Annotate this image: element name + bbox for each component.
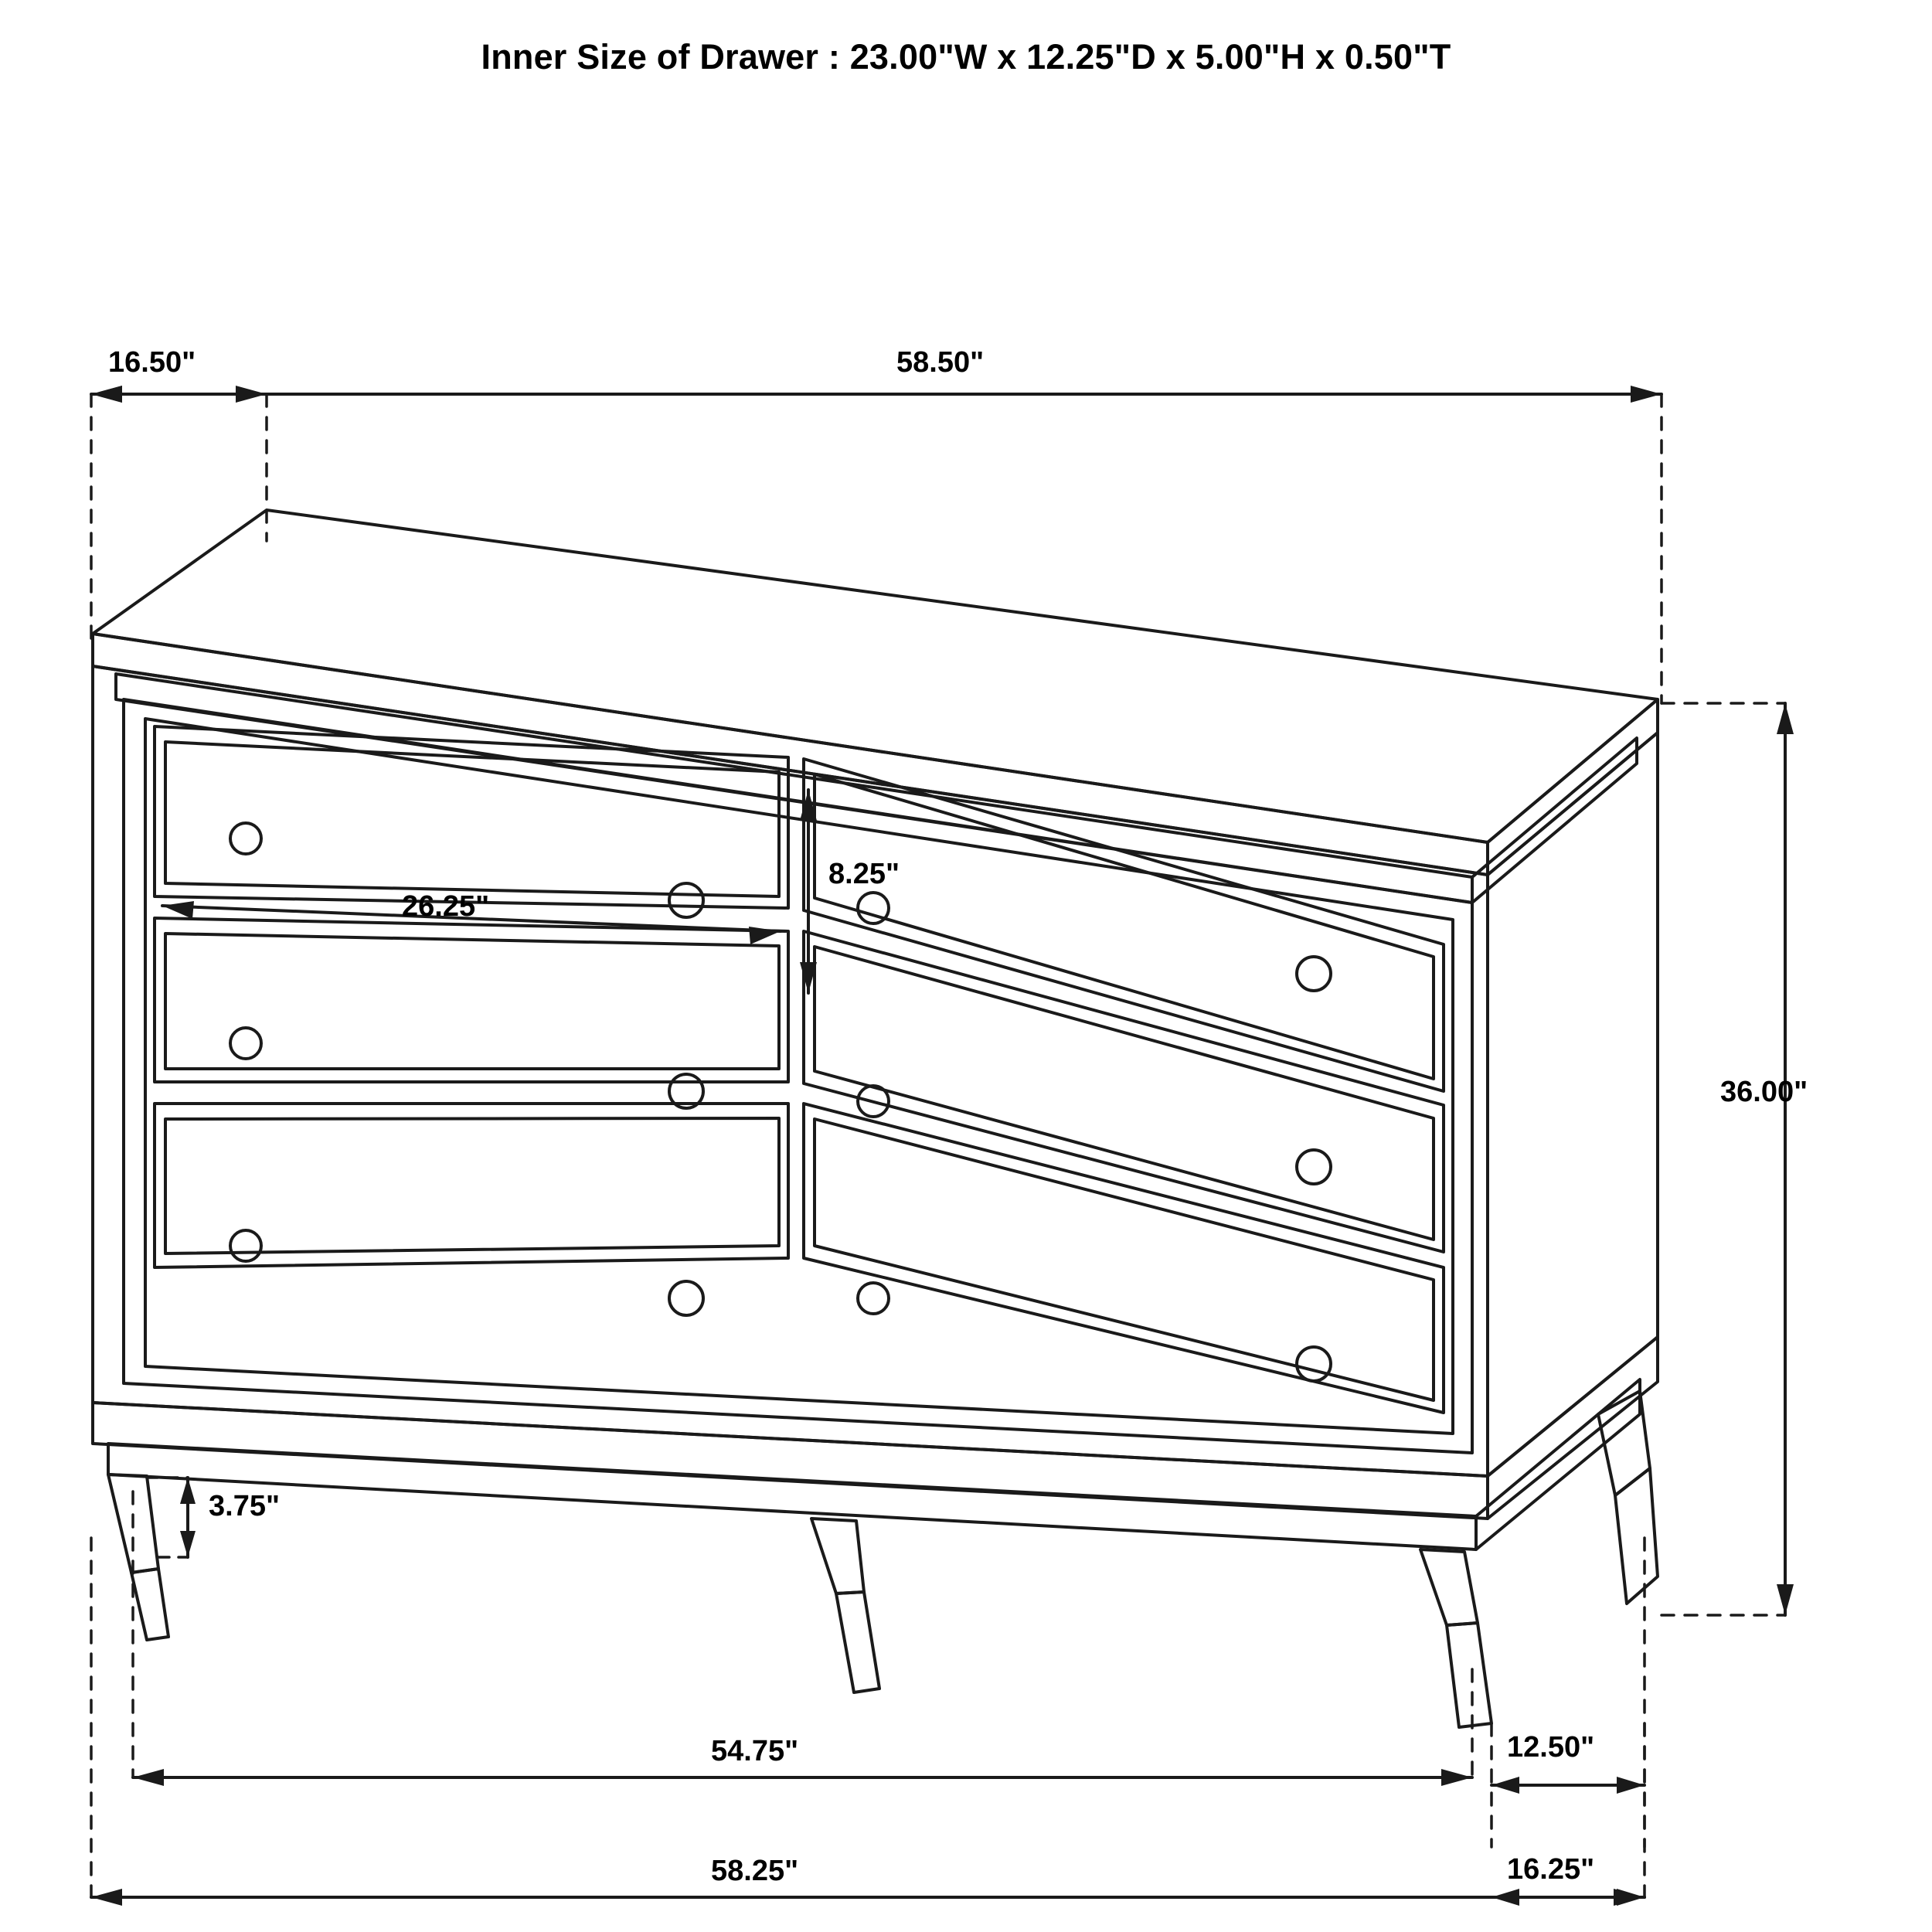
page-title: Inner Size of Drawer : 23.00"W x 12.25"D x 5.00"H x 0.50"T — [481, 37, 1451, 77]
dimension-label-width-top: 58.50" — [896, 346, 985, 379]
dimension-label-leg-height: 3.75" — [209, 1490, 280, 1522]
dimension-label-base-front-width: 54.75" — [711, 1735, 799, 1767]
dimension-label-drawer-height: 8.25" — [828, 858, 900, 890]
dimension-label-overall-width: 58.25" — [711, 1855, 799, 1887]
dimension-label-depth-top: 16.50" — [108, 346, 196, 379]
dimension-label-drawer-width: 26.25" — [402, 890, 490, 923]
dimension-label-overall-depth: 16.25" — [1507, 1853, 1595, 1886]
dimension-label-overall-height: 36.00" — [1720, 1076, 1808, 1108]
dimension-label-base-depth: 12.50" — [1507, 1731, 1595, 1764]
